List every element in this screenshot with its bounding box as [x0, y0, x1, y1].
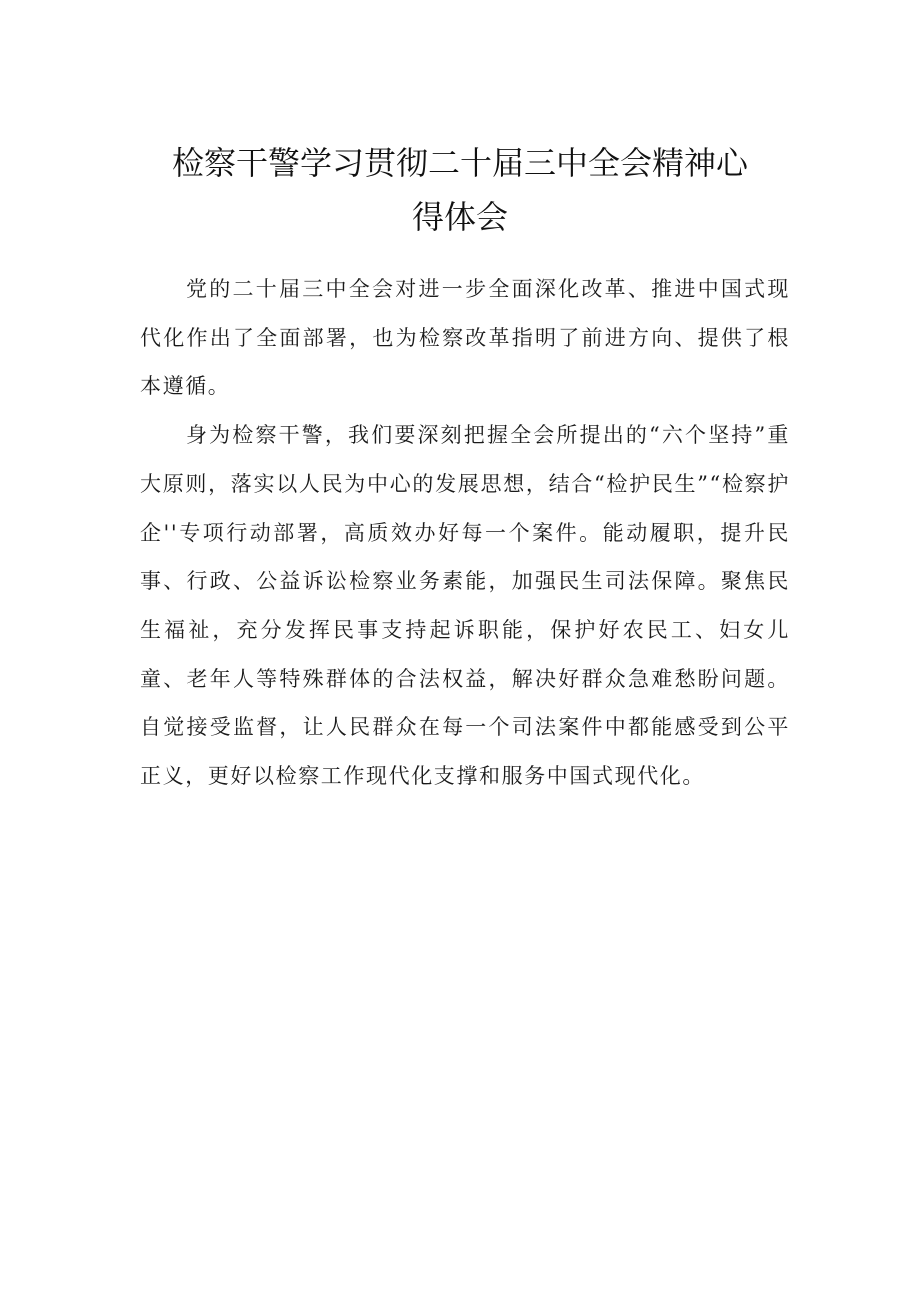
paragraph-2: 身为检察干警，我们要深刻把握全会所提出的“六个坚持”重大原则，落实以人民为中心的发展思想，结合“检护民生”“检察护企''专项行动部署，高质效办好每一个案件。能动履职，提升民事、行政、公益诉讼检察业务素能，加强民生司法保障。聚焦民生福祉，充分发挥民事支持起诉职能，保护好农民工、妇女儿童、老年人等特殊群体的合法权益，解决好群众急难愁盼问题。自觉接受监督，让人民群众在每一个司法案件中都能感受到公平正义，更好以检察工作现代化支撑和服务中国式现代化。 — [140, 423, 790, 789]
paragraph-1: 党的二十届三中全会对进一步全面深化改革、推进中国式现代化作出了全面部署，也为检察改革指明了前进方向、提供了根本遵循。 — [140, 277, 790, 399]
title-line-2: 得体会 — [411, 198, 508, 236]
title-line-1: 检察干警学习贯彻二十届三中全会精神心 — [171, 144, 748, 182]
document-body — [140, 265, 790, 801]
document-title — [140, 136, 780, 244]
